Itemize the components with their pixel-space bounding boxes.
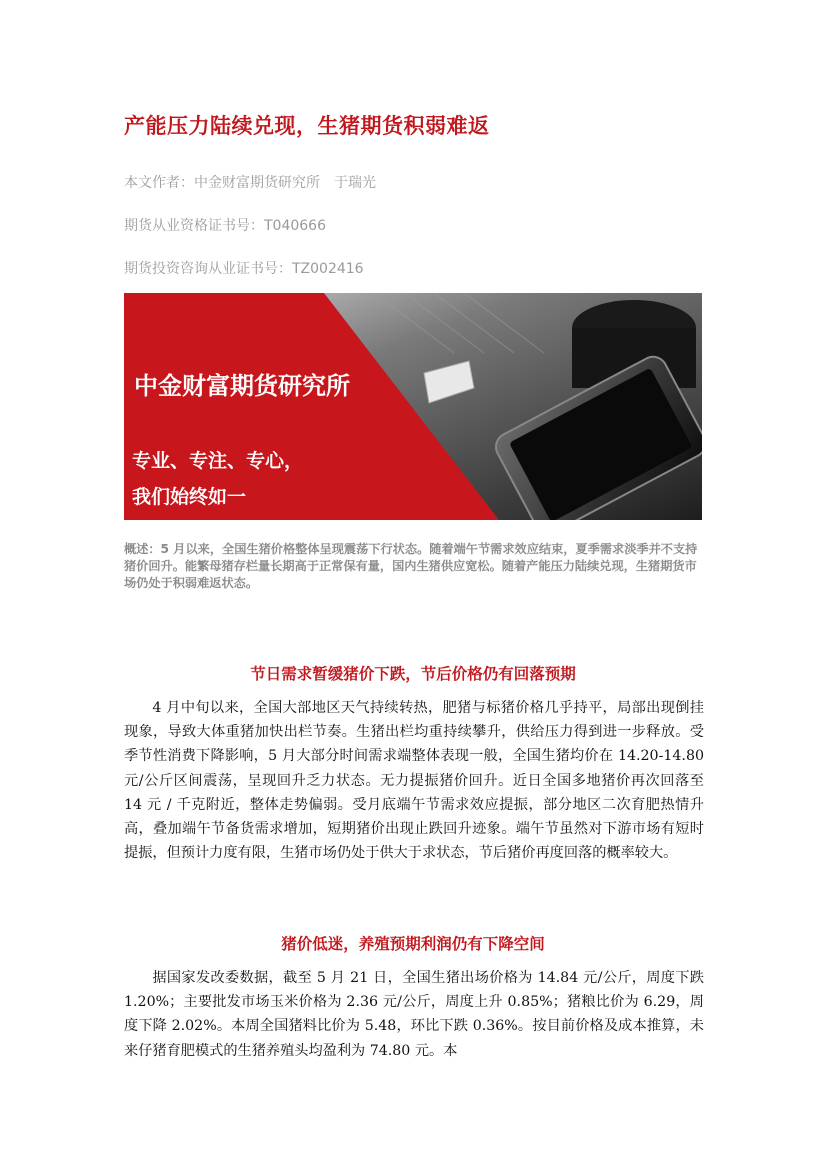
summary-text: 概述：5 月以来，全国生猪价格整体呈现震荡下行状态。随着端午节需求效应结束，夏季需求淡季并不支持猪价回升。能繁母猪存栏量长期高于正常保有量，国内生猪供应宽松。随着产能压力陆续兑现，生猪期货市场仍处于积弱难返状态。	[124, 542, 698, 590]
consult-license-line: 期货投资咨询从业证书号：TZ002416	[124, 261, 364, 277]
banner-image	[124, 293, 702, 520]
banner-title: 中金财富期货研究所	[134, 372, 350, 400]
banner-slogan-1: 专业、专注、专心，	[132, 450, 304, 472]
section-paragraph-2: 据国家发改委数据，截至 5 月 21 日，全国生猪出场价格为 14.84 元/公斤，周度下跌 1.20%；主要批发市场玉米价格为 2.36 元/公斤，周度上升 0.85%；猪粮比价为 6.29，周度下降 2.02%。本周全国猪料比价为 5.48，环比下跌 0.36%。按目前价格及成本推算，未来仔猪育肥模式的生猪养殖头均盈利为 74.80 元。本	[124, 970, 704, 1059]
license-line: 期货从业资格证书号：T040666	[124, 218, 326, 234]
section-heading-2: 猪价低迷，养殖预期利润仍有下降空间	[281, 934, 545, 953]
article-title: 产能压力陆续兑现，生猪期货积弱难返	[124, 114, 490, 138]
author-line: 本文作者：中金财富期货研究所 于瑞光	[124, 175, 376, 191]
banner-slogan-2: 我们始终如一	[132, 486, 247, 508]
section-paragraph-1: 4 月中旬以来，全国大部地区天气持续转热，肥猪与标猪价格几乎持平，局部出现倒挂现象，导致大体重猪加快出栏节奏。生猪出栏均重持续攀升，供给压力得到进一步释放。受季节性消费下降影响，5 月大部分时间需求端整体表现一般，全国生猪均价在 14.20-14.80 元/公斤区间震荡，呈现回升乏力状态。无力提振猪价回升。近日全国多地猪价再次回落至 14 元 / 千克附近，整体走势偏弱。受月底端午节需求效应提振，部分地区二次育肥热情升高，叠加端午节备货需求增加，短期猪价出现止跌回升迹象。端午节虽然对下游市场有短时提振，但预计力度有限，生猪市场仍处于供大于求状态，节后猪价再度回落的概率较大。	[124, 700, 704, 862]
section-heading-1: 节日需求暂缓猪价下跌，节后价格仍有回落预期	[250, 664, 576, 683]
